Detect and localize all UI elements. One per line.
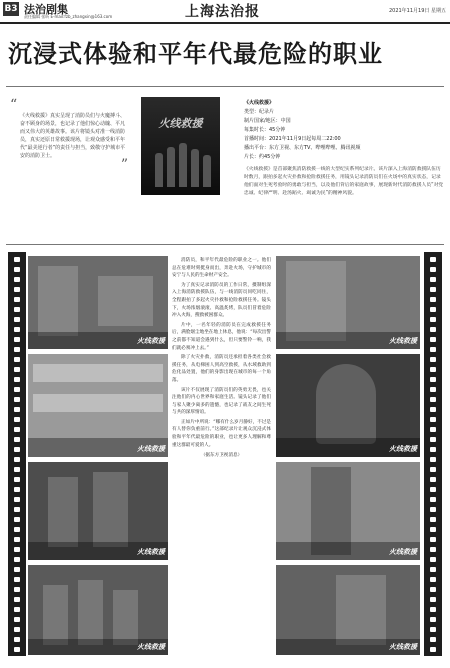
firefighter-figure-icon [179, 143, 187, 187]
firefighter-figure-icon [167, 147, 175, 187]
film-synopsis: 《火线救援》是首部聚焦消防救援一线的大型纪实系列纪录片。该片深入上海消防救援队伍历时数月，跟拍多起火灾扑救和抢险救援任务，用镜头记录消防员们在火场中的真实状态，记录他们面对生死考验时的勇敢与担当，以及他们背后的家庭故事，展现新时代消防救援人员“对党忠诚、纪律严明、赴汤蹈火、竭诚为民”的精神风貌。 [244, 167, 444, 196]
newspaper-logo: 上海法治报 [185, 4, 260, 20]
photo-caption: 火线救援 [137, 337, 165, 345]
film-info [244, 99, 444, 198]
article-paragraph: 消防员，和平年代最危险的职业之一。他们总在危难时刻挺身而出，奔赴火场，守护城市的安宁与人民的生命财产安全。 [172, 258, 271, 279]
intro-quote [10, 97, 128, 173]
page-header [0, 0, 450, 24]
photo-team-rescue [28, 462, 168, 560]
photo-caption: 火线救援 [137, 445, 165, 453]
photo-firefighter-portrait [276, 354, 420, 457]
photo-high-rise [276, 462, 420, 560]
film-schedule: 首播时间：2021年11月9日起每周二22:00 [244, 136, 341, 142]
article-title: 沉浸式体验和平年代最危险的职业 [8, 40, 383, 68]
photo-caption: 火线救援 [389, 445, 417, 453]
close-quote-icon: ” [120, 157, 128, 173]
firefighter-figure-icon [155, 153, 163, 187]
photo-firefighters-group [28, 565, 168, 655]
film-strip-left [8, 252, 26, 656]
editor-meta: 责任编辑 张昕 E-mail:fzb_zhangxin@163.com [24, 14, 113, 19]
firefighter-figure-icon [191, 149, 199, 187]
intro-text: 《火线救援》真实呈现了消防员们与火魔搏斗、奋不顾身的场景，也记录了他们惊心动魄、平凡而又伟大的英雄故事。该片将镜头对准一线消防员，真实还原日常救援现场，让观众感受和平年代“最美逆行者”的责任与担当，致敬守护城市平安的消防卫士。 [20, 113, 126, 159]
section-divider [6, 244, 444, 245]
open-quote-icon: “ [10, 97, 18, 113]
article-body [172, 257, 271, 462]
section-name: 法治剧集 [24, 3, 68, 16]
photo-caption: 火线救援 [389, 337, 417, 345]
photo-rope-rescue [276, 565, 420, 655]
photo-caption: 火线救援 [389, 643, 417, 651]
film-region: 制片国家/地区：中国 [244, 118, 291, 124]
page-number: B3 [4, 4, 18, 14]
article-paragraph: 除了火灾扑救，消防员还承担着各类社会救援任务，从电梯困人到高空救援，从水域救助到危化品处置，他们的身影出现在城市的每一个角落。 [172, 355, 271, 383]
photo-caption: 火线救援 [137, 548, 165, 556]
photo-building-rescue [28, 354, 168, 457]
firefighter-figure-icon [203, 155, 211, 187]
article-paragraph: 正如片中所说：“哪有什么岁月静好，不过是有人替你负重前行。”这部纪录片让观众沉浸式体验和平年代最危险的职业，也让更多人理解和尊重这群最可爱的人。 [172, 419, 271, 448]
issue-date: 2021年11月19日 星期五 [388, 8, 446, 14]
film-name: 《火线救援》 [244, 100, 275, 106]
title-divider [6, 86, 444, 87]
film-type: 类型：纪录片 [244, 109, 275, 115]
article-paragraph: 该片不仅展现了消防员们的英勇无畏，也关注他们的内心世界和家庭生活。镜头记录了他们与家人聚少离多的遗憾，也记录了战友之间生死与共的深厚情谊。 [172, 387, 271, 416]
film-poster [141, 97, 220, 195]
article-source: （据东方卫视消息） [200, 453, 243, 459]
photo-fire-scene [28, 256, 168, 349]
article-paragraph: 为了真实记录消防员的工作日常，摄制组深入上海消防救援队伍，与一线消防员同吃同住，全程跟拍了多起火灾扑救和抢险救援任务。镜头下，火场浓烟滚滚、高温炙烤，队员们冒着危险冲入火海，搜救被困群众。 [172, 282, 271, 319]
photo-caption: 火线救援 [137, 643, 165, 651]
film-length: 片长：约45分钟 [244, 154, 281, 160]
photo-caption: 火线救援 [389, 548, 417, 556]
article-paragraph: 片中，一名年轻的消防员在完成救援任务后，满脸烟尘地坐在地上休息，他说：“每次出警之前都不知道会遇到什么，但只要警铃一响，我们就必须冲上去。” [172, 322, 271, 351]
film-platforms: 播出平台：东方卫视、东方TV、哔哩哔哩、腾讯视频 [244, 145, 361, 151]
film-episodes: 每集时长：45分钟 [244, 127, 286, 133]
poster-title: 火线救援 [158, 117, 203, 130]
film-strip-right [424, 252, 442, 656]
photo-ladder-rescue [276, 256, 420, 349]
